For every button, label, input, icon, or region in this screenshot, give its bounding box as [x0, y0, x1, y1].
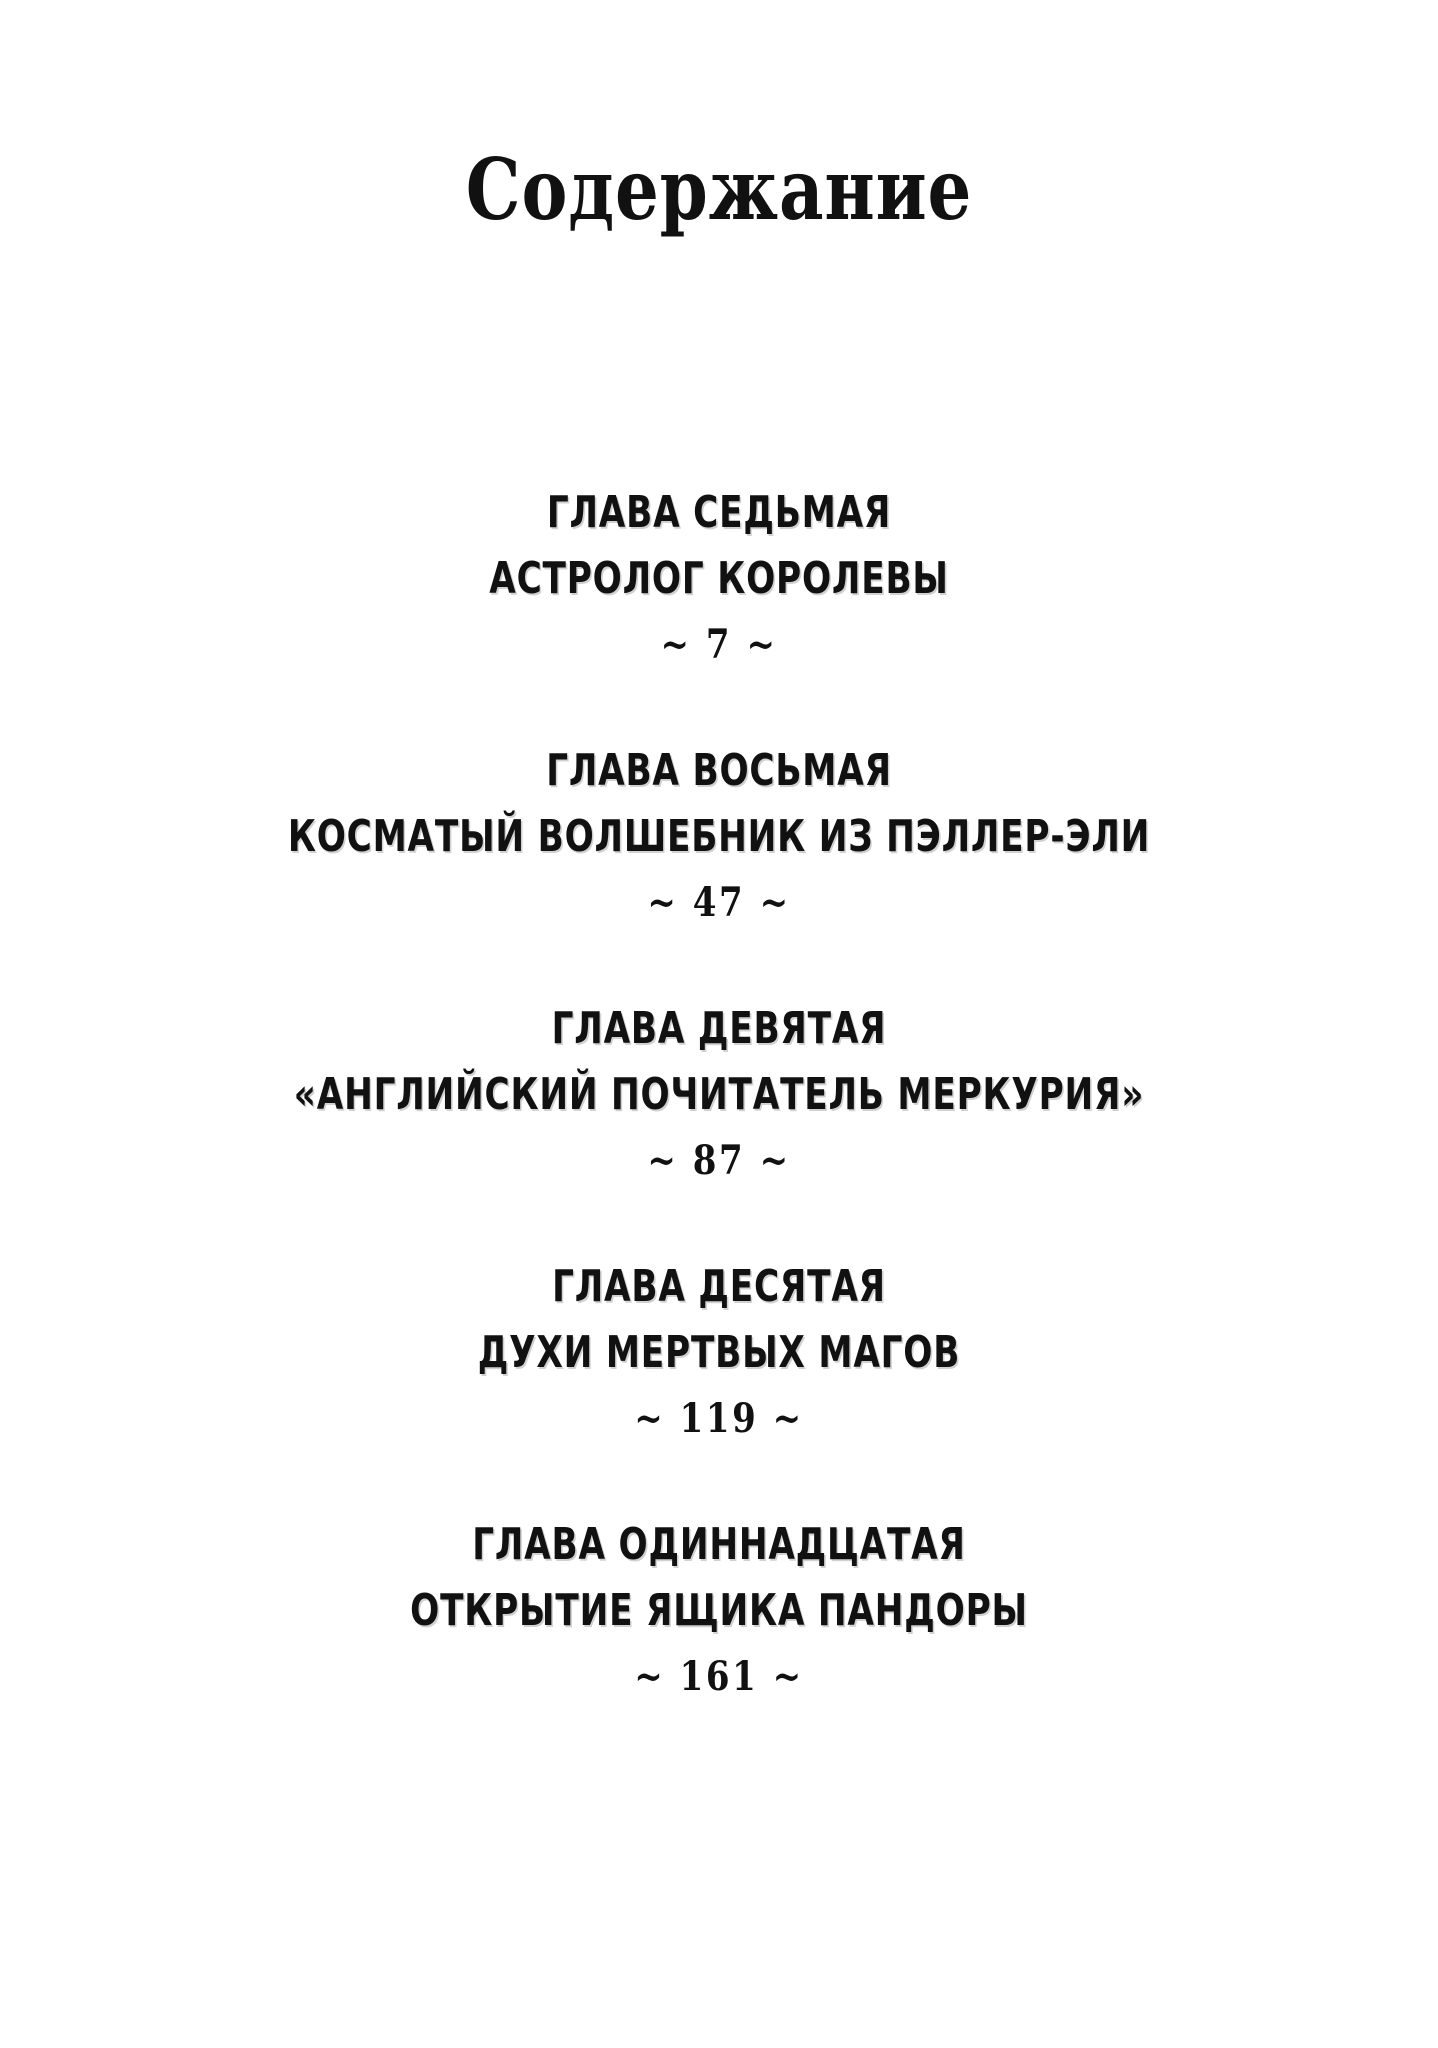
chapter-page-number: ~ 87 ~	[647, 1137, 791, 1184]
chapter-number: ГЛАВА ОДИННАДЦАТАЯ	[472, 1519, 966, 1570]
chapter-page-number: ~ 119 ~	[634, 1395, 804, 1442]
toc-entry-chapter-11	[0, 1512, 1438, 1770]
chapter-number: ГЛАВА ДЕСЯТАЯ	[552, 1261, 886, 1312]
chapter-number: ГЛАВА ДЕВЯТАЯ	[551, 1003, 887, 1054]
chapter-page-number: ~ 47 ~	[647, 879, 791, 926]
table-of-contents	[0, 480, 1438, 1770]
toc-entry-chapter-7	[0, 480, 1438, 738]
chapter-title: «АНГЛИЙСКИЙ ПОЧИТАТЕЛЬ МЕРКУРИЯ»	[293, 1069, 1145, 1120]
chapter-title: ДУХИ МЕРТВЫХ МАГОВ	[477, 1327, 961, 1378]
chapter-title: КОСМАТЫЙ ВОЛШЕБНИК ИЗ ПЭЛЛЕР-ЭЛИ	[287, 811, 1151, 862]
chapter-page-number: ~ 161 ~	[634, 1653, 804, 1700]
chapter-number: ГЛАВА ВОСЬМАЯ	[546, 745, 892, 796]
chapter-number: ГЛАВА СЕДЬМАЯ	[546, 487, 892, 538]
toc-entry-chapter-9	[0, 996, 1438, 1254]
toc-entry-chapter-10	[0, 1254, 1438, 1512]
toc-entry-chapter-8	[0, 738, 1438, 996]
page-title: Содержание	[465, 140, 973, 239]
chapter-page-number: ~ 7 ~	[660, 621, 778, 668]
chapter-title: ОТКРЫТИЕ ЯЩИКА ПАНДОРЫ	[410, 1585, 1028, 1636]
chapter-title: АСТРОЛОГ КОРОЛЕВЫ	[489, 553, 949, 604]
